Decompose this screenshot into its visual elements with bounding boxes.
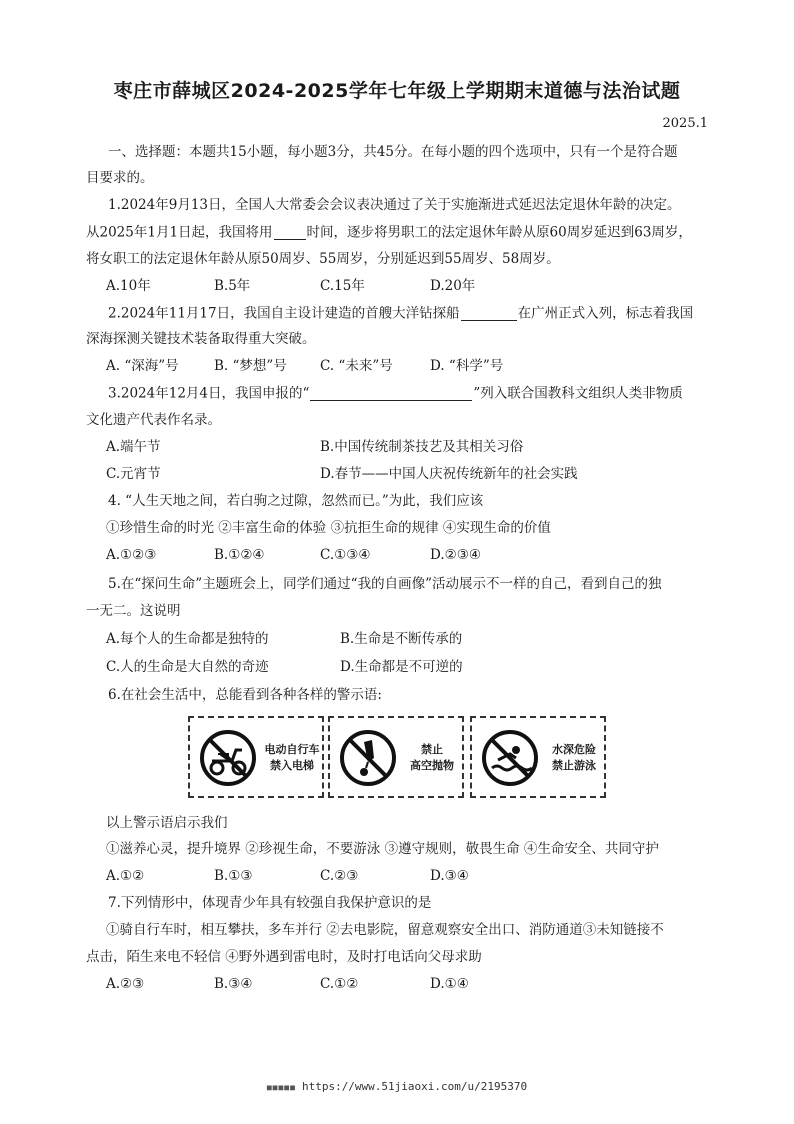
q5-option-d: D.生命都是不可逆的: [340, 659, 463, 675]
q2-answer-blank: [461, 307, 517, 321]
q4-option-a: A.①②③: [106, 547, 157, 563]
sign-line-1: 电动自行车: [264, 743, 320, 756]
exam-date: 2025.1: [662, 116, 708, 131]
watermark-url[interactable]: https://www.51jiaoxi.com/u/2195370: [301, 1080, 528, 1093]
section-intro-line-1: 一、选择题：本题共15小题，每小题3分，共45分。在每小题的四个选项中，只有一个是符合题: [108, 144, 678, 160]
sign-text-throwing: [402, 742, 462, 774]
q1-stem-line-1: 1.2024年9月13日，全国人大常委会会议表决通过了关于实施渐进式延迟法定退休年龄的决定。: [108, 197, 681, 213]
q5-stem-line-2: 一无二。这说明: [86, 603, 181, 619]
q1-option-d: D.20年: [430, 278, 476, 294]
q7-statements-line-1: ①骑自行车时，相互攀扶，多车并行 ②去电影院，留意观察安全出口、消防通道③未知链接不: [106, 922, 664, 938]
sign-line-1: 禁止: [421, 743, 443, 756]
q4-option-d: D.②③④: [430, 547, 481, 563]
q6-statements: ①滋养心灵，提升境界 ②珍视生命，不要游泳 ③遵守规则，敬畏生命 ④生命安全、共同守护: [106, 841, 659, 857]
q2-option-a: A. “深海”号: [106, 358, 179, 374]
q6-option-c: C.②③: [320, 868, 359, 884]
q5-option-b: B.生命是不断传承的: [340, 631, 463, 647]
no-throwing-icon: [338, 728, 398, 788]
page-title: 枣庄市薛城区2024-2025学年七年级上学期期末道德与法治试题: [113, 80, 681, 102]
q3-stem-line-1: [108, 387, 683, 401]
sign-text-ebike: [262, 742, 322, 774]
sign-line-2: 高空抛物: [410, 759, 454, 772]
q1-option-c: C.15年: [320, 278, 365, 294]
q1-option-b: B.5年: [214, 278, 251, 294]
q3-option-a: A.端午节: [106, 439, 161, 455]
q7-stem-line-1: 7.下列情形中，体现青少年具有较强自我保护意识的是: [108, 895, 432, 911]
footer-watermark: [0, 1080, 794, 1093]
q7-option-c: C.①②: [320, 976, 359, 992]
q3-stem-text-b: ”列入联合国教科文组织人类非物质: [473, 385, 683, 402]
q5-option-a: A.每个人的生命都是独特的: [106, 631, 269, 647]
no-swimming-icon: [480, 728, 540, 788]
section-intro-line-2: 目要求的。: [86, 170, 154, 186]
sign-line-2: 禁止游泳: [552, 759, 596, 772]
warning-sign-throwing: [328, 716, 464, 798]
q7-option-d: D.①④: [430, 976, 469, 992]
q3-answer-blank: [310, 387, 472, 401]
q3-option-b: B.中国传统制茶技艺及其相关习俗: [320, 439, 524, 455]
q7-statements-line-2: 点击，陌生来电不轻信 ④野外遇到雷电时，及时打电话向父母求助: [86, 949, 482, 965]
q3-option-d: D.春节——中国人庆祝传统新年的社会实践: [320, 466, 578, 482]
q6-option-b: B.①③: [214, 868, 253, 884]
q2-option-d: D. “科学”号: [430, 358, 504, 374]
q3-stem-text-a: 3.2024年12月4日，我国申报的“: [108, 385, 310, 402]
q2-option-b: B. “梦想”号: [214, 358, 287, 374]
sign-text-swimming: [544, 742, 604, 774]
q7-option-b: B.③④: [214, 976, 253, 992]
q4-stem-line-1: 4. “人生天地之间，若白驹之过隙，忽然而已。”为此，我们应该: [108, 493, 484, 509]
sign-line-1: 水深危险: [552, 743, 596, 756]
q6-option-d: D.③④: [430, 868, 469, 884]
q5-stem-line-1: 5.在“探问生命”主题班会上，同学们通过“我的自画像”活动展示不一样的自己，看到自己的独: [108, 576, 662, 592]
q4-option-b: B.①②④: [214, 547, 265, 563]
q6-option-a: A.①②: [106, 868, 145, 884]
q2-stem-text-a: 2.2024年11月17日，我国自主设计建造的首艘大洋钻探船: [108, 305, 460, 322]
q1-option-a: A.10年: [106, 278, 151, 294]
q2-stem-line-2: 深海探测关键技术装备取得重大突破。: [86, 331, 316, 347]
q6-after-line-1: 以上警示语启示我们: [106, 815, 228, 831]
q1-stem-text-b: 时间，逐步将男职工的法定退休年龄从原60周岁延迟到63周岁，: [306, 224, 692, 241]
q2-stem-text-b: 在广州正式入列，标志着我国: [517, 305, 694, 322]
q1-stem-text-a: 从2025年1月1日起，我国将用: [86, 224, 273, 241]
q5-option-c: C.人的生命是大自然的奇迹: [106, 659, 269, 675]
q2-option-c: C. “未来”号: [320, 358, 393, 374]
q7-option-a: A.②③: [106, 976, 145, 992]
q3-stem-line-2: 文化遗产代表作名录。: [86, 412, 221, 428]
warning-sign-swimming: [470, 716, 606, 798]
q2-stem-line-1: [108, 307, 693, 321]
warning-sign-ebike: [188, 716, 324, 798]
watermark-logo: ■■■■■: [266, 1083, 296, 1092]
sign-line-2: 禁入电梯: [270, 759, 314, 772]
q4-option-c: C.①③④: [320, 547, 371, 563]
q1-stem-line-3: 将女职工的法定退休年龄从原50周岁、55周岁，分别延迟到55周岁、58周岁。: [86, 251, 560, 267]
no-ebike-icon: [198, 728, 258, 788]
q1-stem-line-2: [86, 226, 692, 240]
q6-stem-line-1: 6.在社会生活中，总能看到各种各样的警示语:: [108, 687, 382, 703]
q1-answer-blank: [274, 226, 306, 240]
q3-option-c: C.元宵节: [106, 466, 161, 482]
q4-statements: ①珍惜生命的时光 ②丰富生命的体验 ③抗拒生命的规律 ④实现生命的价值: [106, 520, 551, 536]
